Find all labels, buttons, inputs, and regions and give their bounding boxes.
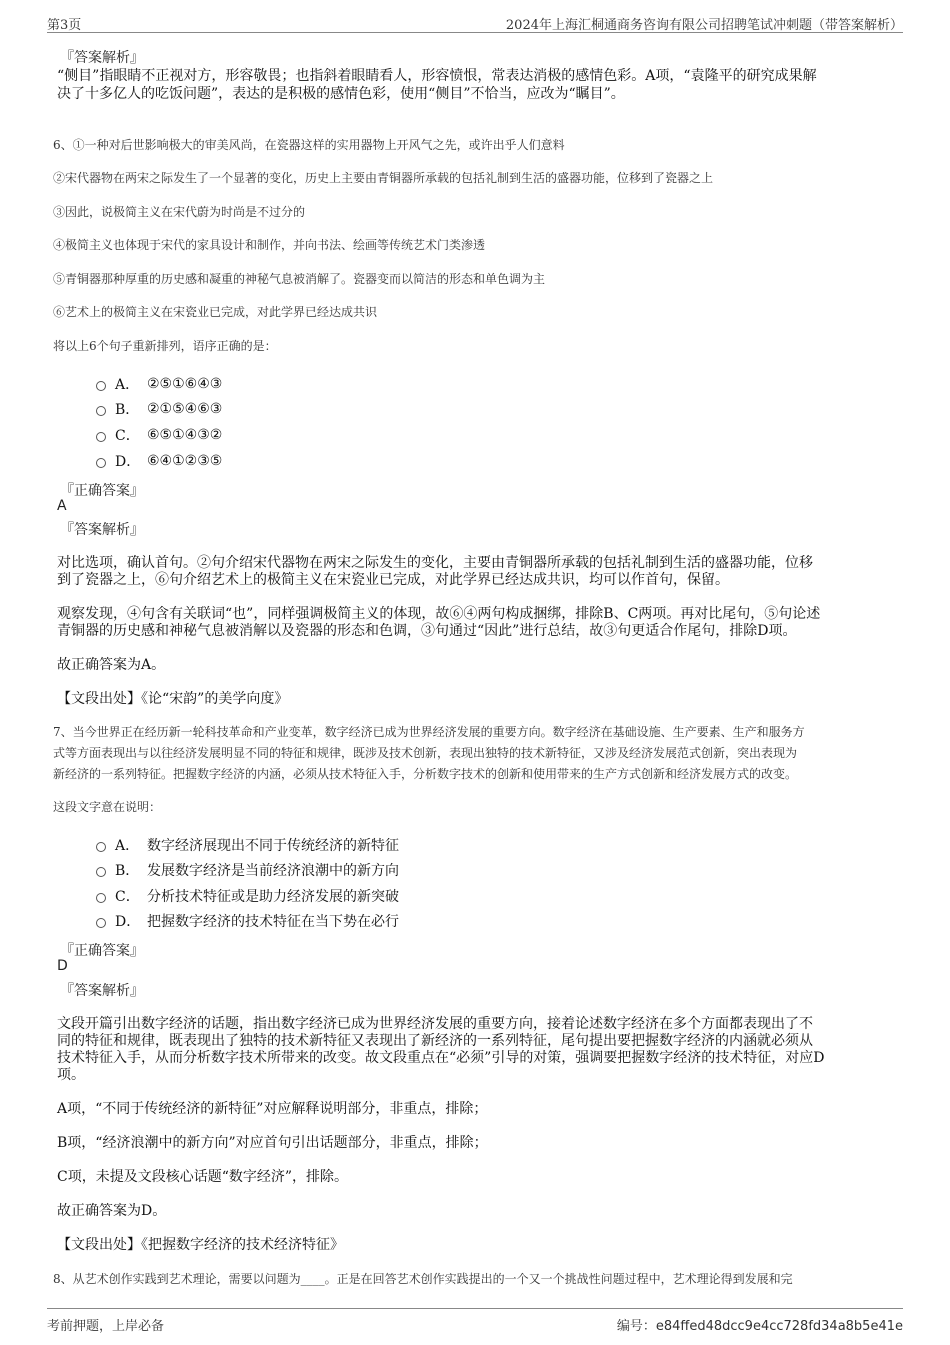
q7-option-b[interactable]: B． 发展数字经济是当前经济浪潮中的新方向 bbox=[96, 860, 399, 880]
q6-sentence-6: ⑥艺术上的极简主义在宋瓷业已完成，对此学界已经达成共识 bbox=[53, 305, 378, 319]
q6-analysis-p2-line-2: 青铜器的历史感和神秘气息被消解以及瓷器的形态和色调，③句通过“因此”进行总结，故③句更适合作尾句，排除D项。 bbox=[57, 623, 797, 639]
footer-slogan: 考前押题，上岸必备 bbox=[47, 1319, 165, 1334]
q7-analysis-p1-line-1: 文段开篇引出数字经济的话题，指出数字经济已成为世界经济发展的重要方向，接着论述数字经济在多个方面都表现出了不 bbox=[57, 1016, 813, 1032]
q6-correct-answer: A bbox=[57, 498, 67, 514]
q6-prompt: 将以上6个句子重新排列，语序正确的是： bbox=[53, 339, 277, 353]
q7-option-d[interactable]: D． 把握数字经济的技术特征在当下势在必行 bbox=[96, 911, 399, 931]
q5-analysis-line-1: “侧目”指眼睛不正视对方，形容敬畏；也指斜着眼睛看人，形容愤恨，常表达消极的感情色彩。A项，“袁隆平的研究成果解 bbox=[57, 68, 817, 84]
q6-sentence-4: ④极简主义也体现于宋代的家具设计和制作，并向书法、绘画等传统艺术门类渗透 bbox=[53, 238, 486, 252]
q6-option-b[interactable]: B． ②①⑤④⑥③ bbox=[96, 399, 222, 419]
page-number: 第3页 bbox=[47, 18, 82, 33]
q8-stem: 8、从艺术创作实践到艺术理论，需要以问题为____。正是在回答艺术创作实践提出的一个又一个挑战性问题过程中，艺术理论得到发展和完 bbox=[53, 1272, 793, 1286]
page-footer bbox=[47, 1308, 903, 1335]
q6-sentence-1: 6、①一种对后世影响极大的审美风尚，在瓷器这样的实用器物上开风气之先，或许出乎人们意料 bbox=[53, 138, 565, 152]
q7-analysis-p1-line-3: 技术特征入手，从而分析数字技术所带来的改变。故文段重点在“必须”引导的对策，强调要把握数字经济的技术特征，对应D bbox=[57, 1050, 825, 1066]
q6-analysis-p2-line-1: 观察发现，④句含有关联词“也”，同样强调极简主义的体现，故⑥④两句构成捆绑，排除B、C两项。再对比尾句，⑤句论述 bbox=[57, 606, 821, 622]
document-code: 编号：e84ffed48dcc9e4cc728fd34a8b5e41e bbox=[616, 1319, 903, 1334]
q6-source: 【文段出处】《论“宋韵”的美学向度》 bbox=[57, 691, 289, 707]
q6-sentence-2: ②宋代器物在两宋之际发生了一个显著的变化，历史上主要由青铜器所承载的包括礼制到生活的盛器功能，位移到了瓷器之上 bbox=[53, 171, 714, 185]
q6-option-c[interactable]: C． ⑥⑤①④③② bbox=[96, 425, 222, 445]
q6-analysis-p3: 故正确答案为A。 bbox=[57, 657, 166, 673]
q6-option-d[interactable]: D． ⑥④①②③⑤ bbox=[96, 451, 222, 471]
page-header bbox=[47, 12, 903, 33]
q6-correct-label: 『正确答案』 bbox=[60, 483, 144, 499]
q7-correct-answer: D bbox=[57, 958, 68, 974]
q7-analysis-end: 故正确答案为D。 bbox=[57, 1203, 167, 1219]
q6-analysis-label: 『答案解析』 bbox=[60, 522, 144, 538]
radio-icon[interactable] bbox=[96, 432, 106, 442]
q6-option-a[interactable]: A． ②⑤①⑥④③ bbox=[96, 374, 222, 394]
radio-icon[interactable] bbox=[96, 842, 106, 852]
radio-icon[interactable] bbox=[96, 867, 106, 877]
q7-analysis-p1-line-4: 项。 bbox=[57, 1067, 85, 1083]
q7-source: 【文段出处】《把握数字经济的技术经济特征》 bbox=[57, 1237, 344, 1253]
q7-analysis-p1-line-2: 同的特征和规律，既表现出了独特的技术新特征又表现出了新经济的一系列特征，尾句提出要把握数字经济的内涵就必须从 bbox=[57, 1033, 813, 1049]
q6-sentence-5: ⑤青铜器那种厚重的历史感和凝重的神秘气息被消解了。瓷器变而以简洁的形态和单色调为主 bbox=[53, 272, 546, 286]
q5-analysis-label: 『答案解析』 bbox=[60, 50, 144, 66]
radio-icon[interactable] bbox=[96, 893, 106, 903]
q7-correct-label: 『正确答案』 bbox=[60, 943, 144, 959]
q6-analysis-p1-line-1: 对比选项，确认首句。②句介绍宋代器物在两宋之际发生的变化，主要由青铜器所承载的包括礼制到生活的盛器功能，位移 bbox=[57, 555, 813, 571]
radio-icon[interactable] bbox=[96, 458, 106, 468]
q7-analysis-c: C项，未提及文段核心话题“数字经济”，排除。 bbox=[57, 1169, 349, 1185]
q7-option-c[interactable]: C． 分析技术特征或是助力经济发展的新突破 bbox=[96, 886, 399, 906]
document-title: 2024年上海汇桐通商务咨询有限公司招聘笔试冲刺题（带答案解析） bbox=[505, 18, 903, 33]
q6-sentence-3: ③因此，说极简主义在宋代蔚为时尚是不过分的 bbox=[53, 205, 306, 219]
radio-icon[interactable] bbox=[96, 406, 106, 416]
q6-analysis-p1-line-2: 到了瓷器之上，⑥句介绍艺术上的极简主义在宋瓷业已完成，对此学界已经达成共识，均可以作首句，保留。 bbox=[57, 572, 729, 588]
q7-analysis-a: A项，“不同于传统经济的新特征”对应解释说明部分，非重点，排除； bbox=[57, 1101, 488, 1117]
q5-analysis-line-2: 决了十多亿人的吃饭问题”，表达的是积极的感情色彩，使用“侧目”不恰当，应改为“瞩目”。 bbox=[57, 86, 625, 102]
radio-icon[interactable] bbox=[96, 918, 106, 928]
q7-prompt: 这段文字意在说明： bbox=[53, 800, 162, 814]
q7-analysis-label: 『答案解析』 bbox=[60, 983, 144, 999]
q7-analysis-b: B项，“经济浪潮中的新方向”对应首句引出话题部分，非重点，排除； bbox=[57, 1135, 488, 1151]
radio-icon[interactable] bbox=[96, 381, 106, 391]
q7-option-a[interactable]: A． 数字经济展现出不同于传统经济的新特征 bbox=[96, 835, 399, 855]
q7-stem: 7、当今世界正在经历新一轮科技革命和产业变革，数字经济已成为世界经济发展的重要方向。数字经济在基础设施、生产要素、生产和服务方 式等方面表现出与以往经济发展明显不同的特征和规律，既涉及技术创新，表现出独特的技术新特征，又涉及经济发展范式创新，突出表现为 新经济的一系列特征。把握数字经济的内涵，必须从技术特征入手，分析数字技术的创新和使用带来的生产方式创新和经济发展方式的改变。 bbox=[53, 725, 805, 781]
